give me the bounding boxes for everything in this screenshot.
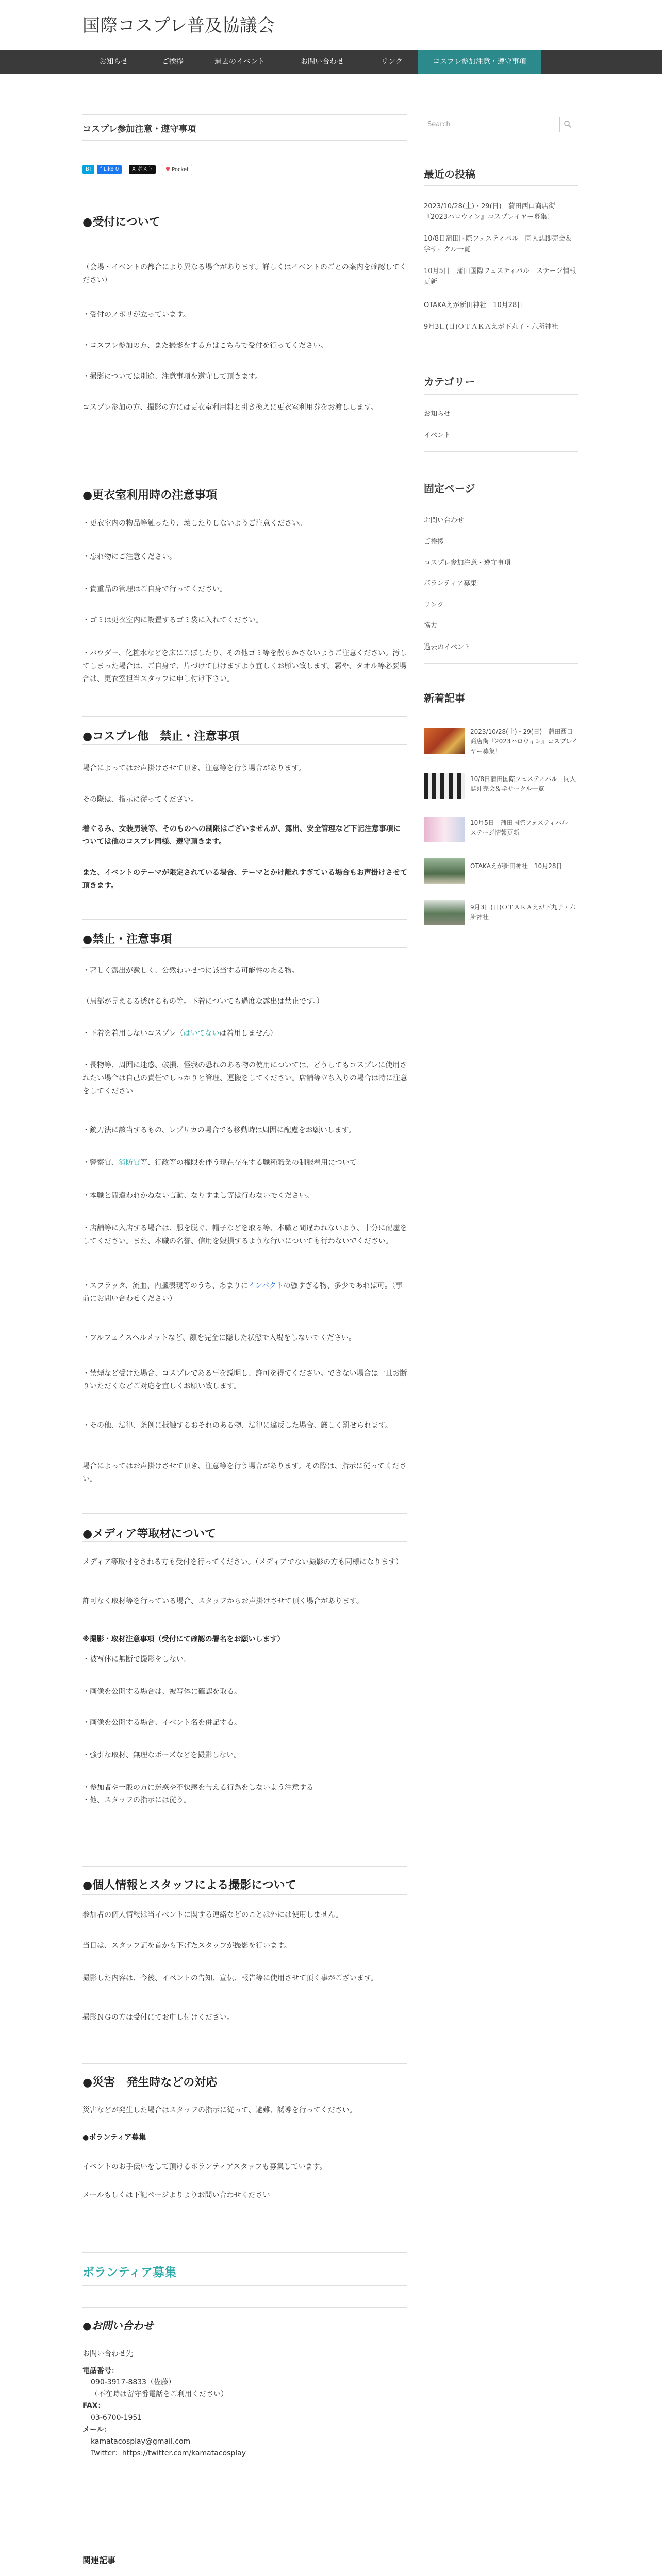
new-article-link[interactable]: 2023/10/28(土)・29(日) 蒲田西口商店街『2023ハロウィン』コスプレイヤー募集！ xyxy=(470,728,578,755)
fax-number: 03-6700-1951 xyxy=(91,2414,142,2422)
thumbnail-image[interactable] xyxy=(424,728,465,754)
section-heading-privacy: ●個人情報とスタッフによる撮影について xyxy=(82,1879,296,1892)
recent-posts-title: 最近の投稿 xyxy=(424,168,475,180)
new-articles-title: 新着記事 xyxy=(424,692,465,704)
paragraph: ・画像を公開する場合、イベント名を併記する。 xyxy=(82,1719,241,1727)
paragraph: ・受付のノボリが立っています。 xyxy=(82,311,190,319)
paragraph: ・撮影については別途、注意事項を遵守して頂きます。 xyxy=(82,372,262,381)
recent-post-link[interactable]: OTAKAえが新田神社 10月28日 xyxy=(424,301,524,309)
post-title: コスプレ参加注意・遵守事項 xyxy=(82,124,196,134)
mail-address[interactable]: kamatacosplay@gmail.com xyxy=(91,2437,191,2446)
paragraph: ・貴重品の管理はご自身で行ってください。 xyxy=(82,585,227,594)
paragraph: 当日は、スタッフ証を首から下げたスタッフが撮影を行います。 xyxy=(82,1942,291,1950)
search-icon[interactable] xyxy=(564,120,572,128)
paragraph: 撮影した内容は、今後、イベントの告知、宣伝、報告等に使用させて頂く事がございます。 xyxy=(82,1974,378,1982)
section-heading-media: ●メディア等取材について xyxy=(82,1528,216,1540)
paragraph: （局部が見えるる透けるもの等。下着についても過度な露出は禁止です。） xyxy=(82,997,324,1006)
paragraph: メディア等取材をされる方も受付を行ってください。（メディアでない撮影の方も同様になります） xyxy=(82,1558,403,1566)
paragraph: ・パウダー、化粧水などを床にこぼしたり、その他ゴミ等を散らかさないようご注意ください。汚してしまった場合は、ご自身で、片づけて頂けますよう宜しくお願い致します。霧や、タオル等必要場合は、更衣室担当スタッフに申し付け下さい。 xyxy=(82,649,407,683)
paragraph: ・強引な取材、無理なポーズなどを撮影しない。 xyxy=(82,1751,241,1759)
paragraph: ・ゴミは更衣室内に設置するゴミ袋に入れてください。 xyxy=(82,616,263,624)
thumbnail-image[interactable] xyxy=(424,817,465,842)
paragraph: ・本職と間違われかねない言動、なりすまし等は行わないでください。 xyxy=(82,1192,313,1200)
new-article-link[interactable]: 10月5日 蒲田国際フェスティバル ステージ情報更新 xyxy=(470,819,574,836)
paragraph: ・他、スタッフの指示には従う。 xyxy=(82,1796,191,1804)
nav-links[interactable]: リンク xyxy=(381,58,403,66)
volunteer-subheading: ●ボランティア募集 xyxy=(82,2133,146,2142)
section-heading-reception: ●受付について xyxy=(82,216,160,229)
search-input[interactable]: Search xyxy=(424,117,560,132)
section-heading-disaster: ●災害 発生時などの対応 xyxy=(82,2076,218,2089)
paragraph: ・参加者や一般の方に迷惑や不快感を与える行為をしないよう注意する xyxy=(82,1784,313,1792)
recent-post-link[interactable]: 9月3日(日)ＯＴＡＫＡえが下丸子・六所神社 xyxy=(424,323,558,331)
twitter-link[interactable]: Twitter：https://twitter.com/kamatacosplay xyxy=(91,2449,246,2458)
recent-post-link[interactable]: 10/8日蒲田国際フェスティバル 同人誌即売会＆学サークル一覧 xyxy=(424,235,572,253)
fixed-page-link[interactable]: コスプレ参加注意・遵守事項 xyxy=(424,559,511,567)
paragraph: 場合によってはお声掛けさせて頂き、注意等を行う場合があります。 xyxy=(82,764,306,772)
fixed-page-link[interactable]: ご挨拶 xyxy=(424,538,444,546)
paragraph: 撮影ＮＧの方は受付にてお申し付けください。 xyxy=(82,2013,234,2022)
new-article-link[interactable]: 10/8日蒲田国際フェスティバル 同人誌即売会＆学サークル一覧 xyxy=(470,775,576,792)
paragraph: ・禁煙など受けた場合、コスプレである事を説明し、許可を得てください。できない場合は一旦お断りいただくなどご対応を宜しくお願い致します。 xyxy=(82,1369,407,1391)
paragraph: ・被写体に無断で撮影をしない。 xyxy=(82,1655,191,1664)
x-post-button[interactable]: X ポスト xyxy=(129,165,156,174)
paragraph: 場合によってはお声掛けさせて頂き、注意等を行う場合があります。その際は、指示に従ってください。 xyxy=(82,1462,407,1483)
new-article-link[interactable]: 9月3日(日)ＯＴＡＫＡえが下丸子・六所神社 xyxy=(470,904,576,921)
recent-post-link[interactable]: 10月5日 蒲田国際フェスティバル ステージ情報更新 xyxy=(424,267,576,286)
paragraph: ・更衣室内の物品等触ったり、壊したりしないようご注意ください。 xyxy=(82,519,306,528)
paragraph: コスプレ参加の方、撮影の方には更衣室利用料と引き換えに更衣室利用券をお渡しします。 xyxy=(82,403,378,412)
thumbnail-image[interactable] xyxy=(424,900,465,925)
paragraph: （会場・イベントの都合により異なる場合があります。詳しくはイベントのごとの案内を確認してください） xyxy=(82,263,407,284)
nav-news[interactable]: お知らせ xyxy=(99,58,128,66)
fixed-page-link[interactable]: お問い合わせ xyxy=(424,517,465,524)
paragraph: ・フルフェイスヘルメットなど、顔を完全に隠した状態で入場をしないでください。 xyxy=(82,1334,356,1342)
section-heading-prohibited: ●コスプレ他 禁止・注意事項 xyxy=(82,730,240,743)
hatena-share-button[interactable]: B! xyxy=(82,165,94,174)
paragraph: ・警察官、消防官等、行政等の権限を伴う現在存在する職種職業の制服着用について xyxy=(82,1159,357,1167)
section-heading-changing-room: ●更衣室利用時の注意事項 xyxy=(82,489,218,502)
phone-note: （不在時は留守番電話をご利用ください） xyxy=(91,2390,228,2398)
paragraph: ・店舗等に入店する場合は、服を脱ぐ、帽子などを取る等、本職と間違われないよう、十分に配慮をしてください。また、本職の名誉、信用を毀損するような行いについても行わないでください。 xyxy=(82,1224,407,1245)
new-article-link[interactable]: OTAKAえが新田神社 10月28日 xyxy=(470,862,562,870)
section-heading-cautions: ●禁止・注意事項 xyxy=(82,933,172,946)
site-title[interactable]: 国際コスプレ普及協議会 xyxy=(82,15,275,36)
nav-contact[interactable]: お問い合わせ xyxy=(301,58,344,66)
fixed-page-link[interactable]: リンク xyxy=(424,601,444,609)
fixed-pages-title: 固定ページ xyxy=(424,482,475,495)
paragraph: また、イベントのテーマが限定されている場合、テーマとかけ離れすぎている場合もお声掛けさせて頂きます。 xyxy=(82,869,407,890)
thumbnail-image[interactable] xyxy=(424,773,465,799)
paragraph: 災害などが発生した場合はスタッフの指示に従って、避難、誘導を行ってください。 xyxy=(82,2106,357,2114)
volunteer-link[interactable]: ボランティア募集 xyxy=(82,2266,177,2279)
hainai-link[interactable]: はいてない xyxy=(183,1029,220,1038)
paragraph: ・スプラッタ、流血、内臓表現等のうち、あまりにインパクトの強すぎる物、多少であれば可。（事前にお問い合わせください） xyxy=(82,1282,403,1303)
paragraph: 着ぐるみ、女装男装等、そのものへの制限はございませんが、露出、安全管理など下記注意事項については他のコスプレ同様、遵守頂きます。 xyxy=(82,825,401,846)
category-link[interactable]: イベント xyxy=(424,432,451,439)
paragraph: イベントのお手伝いをして頂けるボランティアスタッフも募集しています。 xyxy=(82,2163,327,2171)
phone-label: 電話番号： xyxy=(82,2367,119,2375)
paragraph: 許可なく取材等を行っている場合、スタッフからお声掛けさせて頂く場合があります。 xyxy=(82,1597,363,1605)
recent-post-link[interactable]: 2023/10/28(土)・29(日) 蒲田西口商店街『2023ハロウィン』コスプレイヤー募集！ xyxy=(424,202,555,221)
mail-label: メール： xyxy=(82,2426,111,2434)
phone-number: 090-3917-8833（佐藤） xyxy=(91,2378,176,2386)
fixed-page-link[interactable]: 協力 xyxy=(424,622,438,630)
paragraph: ・忘れ物にご注意ください。 xyxy=(82,553,176,561)
contact-intro: お問い合わせ先 xyxy=(82,2350,133,2358)
pocket-icon: ♥ xyxy=(166,167,170,173)
media-notes-heading: ※撮影・取材注意事項（受付にて確認の署名をお願いします） xyxy=(82,1635,285,1643)
contact-heading: ●お問い合わせ xyxy=(82,2319,154,2332)
pocket-button[interactable]: ♥ Pocket xyxy=(162,165,192,175)
nav-past-events[interactable]: 過去のイベント xyxy=(214,58,265,66)
category-link[interactable]: お知らせ xyxy=(424,410,451,418)
paragraph: メールもしくは下記ページよりよりお問い合わせください xyxy=(82,2191,270,2199)
paragraph: その際は、指示に従ってください。 xyxy=(82,795,198,804)
fixed-page-link[interactable]: ボランティア募集 xyxy=(424,580,477,587)
paragraph: ・下着を着用しないコスプレ（はいてないは着用しません） xyxy=(82,1029,277,1038)
paragraph: 参加者の個人情報は当イベントに関する連絡などのことは外には使用しません。 xyxy=(82,1911,343,1919)
paragraph: ・銃刀法に該当するもの、レプリカの場合でも移動時は周囲に配慮をお願いします。 xyxy=(82,1126,356,1134)
paragraph: ・その他、法律、条例に抵触するおそれのある物、法律に違反した場合、厳しく罰せられます。 xyxy=(82,1421,392,1430)
nav-cosplay-rules[interactable]: コスプレ参加注意・遵守事項 xyxy=(418,50,541,74)
main-nav xyxy=(0,50,662,74)
thumbnail-image[interactable] xyxy=(424,858,465,884)
category-title: カテゴリー xyxy=(424,376,475,388)
facebook-like-button[interactable]: f Like 0 xyxy=(97,165,122,174)
paragraph: ・長物等、周囲に迷惑、破損、怪我の恐れのある物の使用については、どうしてもコスプレに使用されたい場合は自己の責任でしっかりと管理、運搬をしてください。店舗等立ち入りの場合は特に注意をしてください xyxy=(82,1061,407,1095)
paragraph: ・コスプレ参加の方、また撮影をする方はこちらで受付を行ってください。 xyxy=(82,342,328,350)
paragraph: ・画像を公開する場合は、被写体に確認を取る。 xyxy=(82,1688,241,1696)
paragraph: ・著しく露出が激しく、公然わいせつに該当する可能性のある物。 xyxy=(82,967,299,975)
fixed-page-link[interactable]: 過去のイベント xyxy=(424,643,471,651)
fax-label: FAX： xyxy=(82,2402,105,2410)
nav-greeting[interactable]: ご挨拶 xyxy=(162,58,184,66)
impact-link[interactable]: インパクト xyxy=(247,1282,284,1290)
firefighter-link[interactable]: 消防官 xyxy=(119,1159,140,1167)
related-heading: 関連記事 xyxy=(82,2555,116,2565)
